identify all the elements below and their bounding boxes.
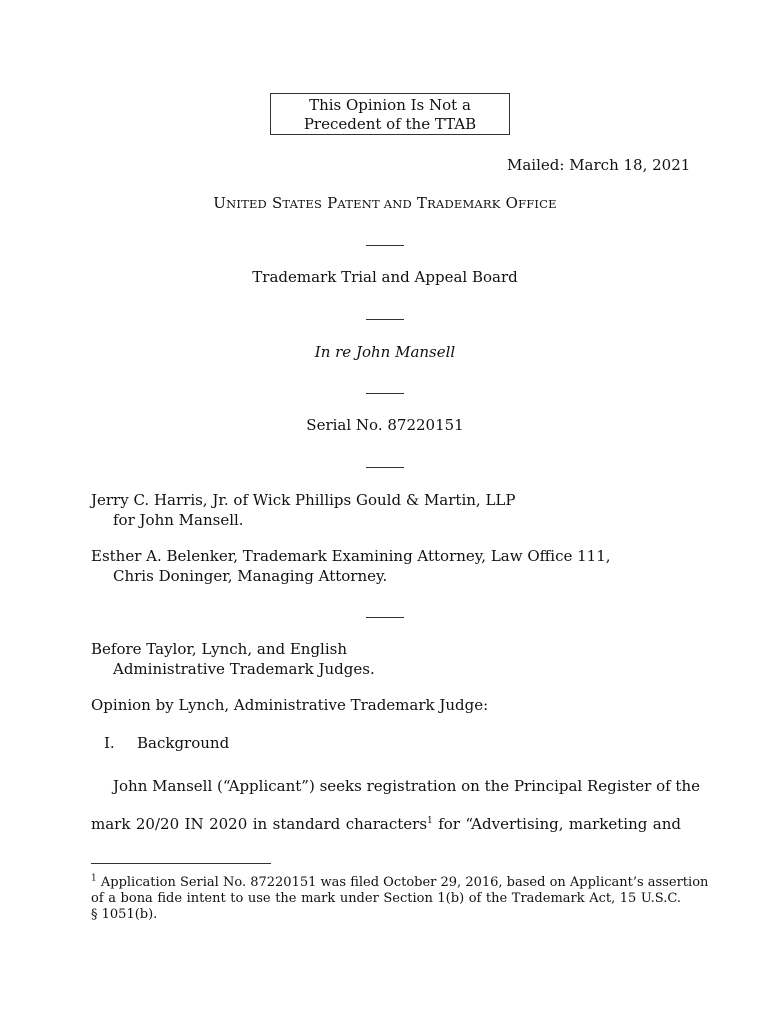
divider-1 [366,245,404,246]
office-heading: UNITED STATES PATENT AND TRADEMARK OFFICE [213,194,557,212]
body-paragraph-line1: John Mansell (“Applicant”) seeks registration on the Principal Register of the [113,777,700,795]
opinion-by: Opinion by Lynch, Administrative Trademark Judge: [91,696,489,714]
section-title: Background [137,734,230,752]
divider-2 [366,319,404,320]
footnote-reference: 1 [427,816,433,826]
panel-judges-line2: Administrative Trademark Judges. [113,660,375,678]
precedent-notice-line2: Precedent of the TTAB [303,115,477,133]
board-name: Trademark Trial and Appeal Board [252,268,518,286]
mailed-date: Mailed: March 18, 2021 [507,156,691,174]
footnote-separator [91,863,271,864]
applicant-counsel-line2: for John Mansell. [113,511,244,529]
case-title: In re John Mansell [314,343,456,361]
footnote-marker: 1 [91,873,97,884]
footnote-line2: of a bona fide intent to use the mark under Section 1(b) of the Trademark Act, 15 U.S.C. [91,891,681,906]
section-number: I. [104,734,115,752]
panel-judges-line1: Before Taylor, Lynch, and English [91,640,348,658]
examining-attorney [91,547,611,585]
body-paragraph-line2: mark 20/20 IN 2020 in standard characters$^1$ for “Advertising, marketing and [91,815,681,833]
divider-3 [366,393,404,394]
footnote-line3: § 1051(b). [91,907,158,922]
divider-5 [366,617,404,618]
precedent-notice-box [270,93,510,135]
footnote-line1: $^1$ Application Serial No. 87220151 was filed October 29, 2016, based on Applicant’s assertion [91,873,709,890]
panel-judges [91,640,375,678]
examining-attorney-line1: Esther A. Belenker, Trademark Examining Attorney, Law Office 111, [91,547,611,565]
examining-attorney-line2: Chris Doninger, Managing Attorney. [113,567,388,585]
applicant-counsel-line1: Jerry C. Harris, Jr. of Wick Phillips Gould & Martin, LLP [91,491,516,509]
applicant-counsel [91,491,515,529]
serial-number: Serial No. 87220151 [306,416,464,434]
precedent-notice-line1: This Opinion Is Not a [309,96,471,114]
divider-4 [366,467,404,468]
